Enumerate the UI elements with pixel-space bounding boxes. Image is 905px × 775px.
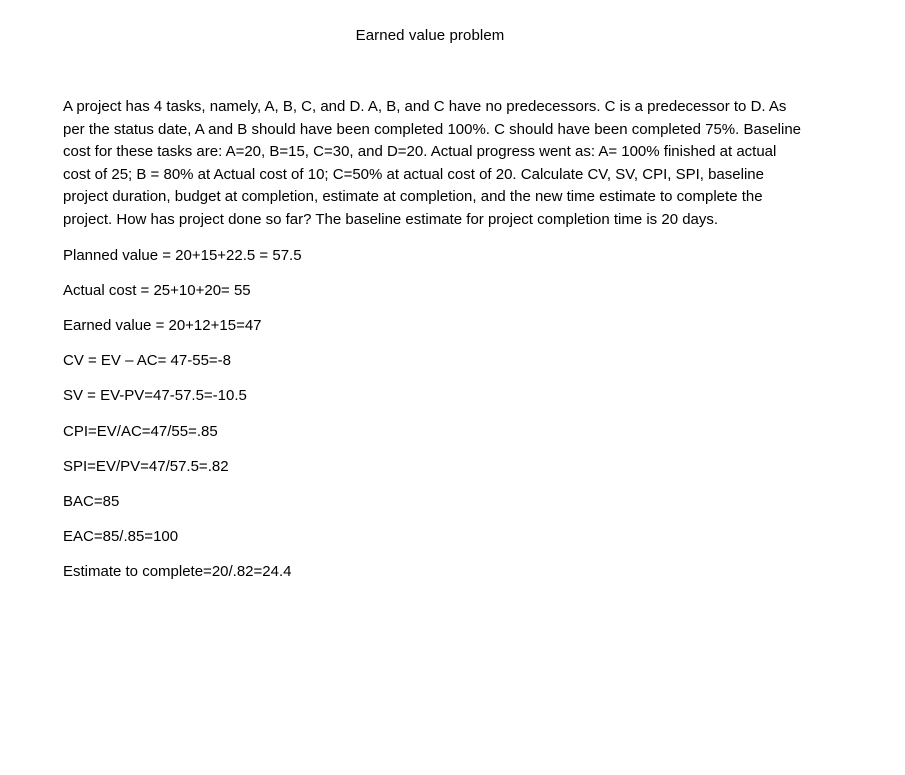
cpi-line: CPI=EV/AC=47/55=.85	[63, 422, 218, 440]
actual-cost-line: Actual cost = 25+10+20= 55	[63, 281, 251, 299]
earned-value-line: Earned value = 20+12+15=47	[63, 316, 262, 334]
cost-variance-line: CV = EV – AC= 47-55=-8	[63, 352, 232, 370]
estimate-to-complete-line: Estimate to complete=20/.82=24.4	[63, 563, 292, 581]
eac-line: EAC=85/.85=100	[63, 528, 179, 546]
spi-line: SPI=EV/PV=47/57.5=.82	[63, 457, 229, 475]
planned-value-line: Planned value = 20+15+22.5 = 57.5	[63, 246, 302, 264]
bac-line: BAC=85	[63, 492, 120, 510]
schedule-variance-line: SV = EV-PV=47-57.5=-10.5	[63, 387, 247, 405]
document-body	[63, 96, 803, 583]
calculation-list	[63, 245, 803, 584]
problem-statement: A project has 4 tasks, namely, A, B, C, and D. A, B, and C have no predecessors. C is a predecessor to D. As per the status date, A and B should have been completed 100%. C should have been completed 75%. Baseline cost for these tasks are: A=20, B=15, C=30, and D=20. Actual progress went as: A= 100% finished at actual cost of 25; B = 80% at Actual cost of 10; C=50% at actual cost of 20. Calculate CV, SV, CPI, SPI, baseline project duration, budget at completion, estimate at completion, and the new time estimate to complete the project. How has project done so far? The baseline estimate for project completion time is 20 days.	[63, 98, 802, 228]
document-title: Earned value problem	[355, 27, 505, 44]
